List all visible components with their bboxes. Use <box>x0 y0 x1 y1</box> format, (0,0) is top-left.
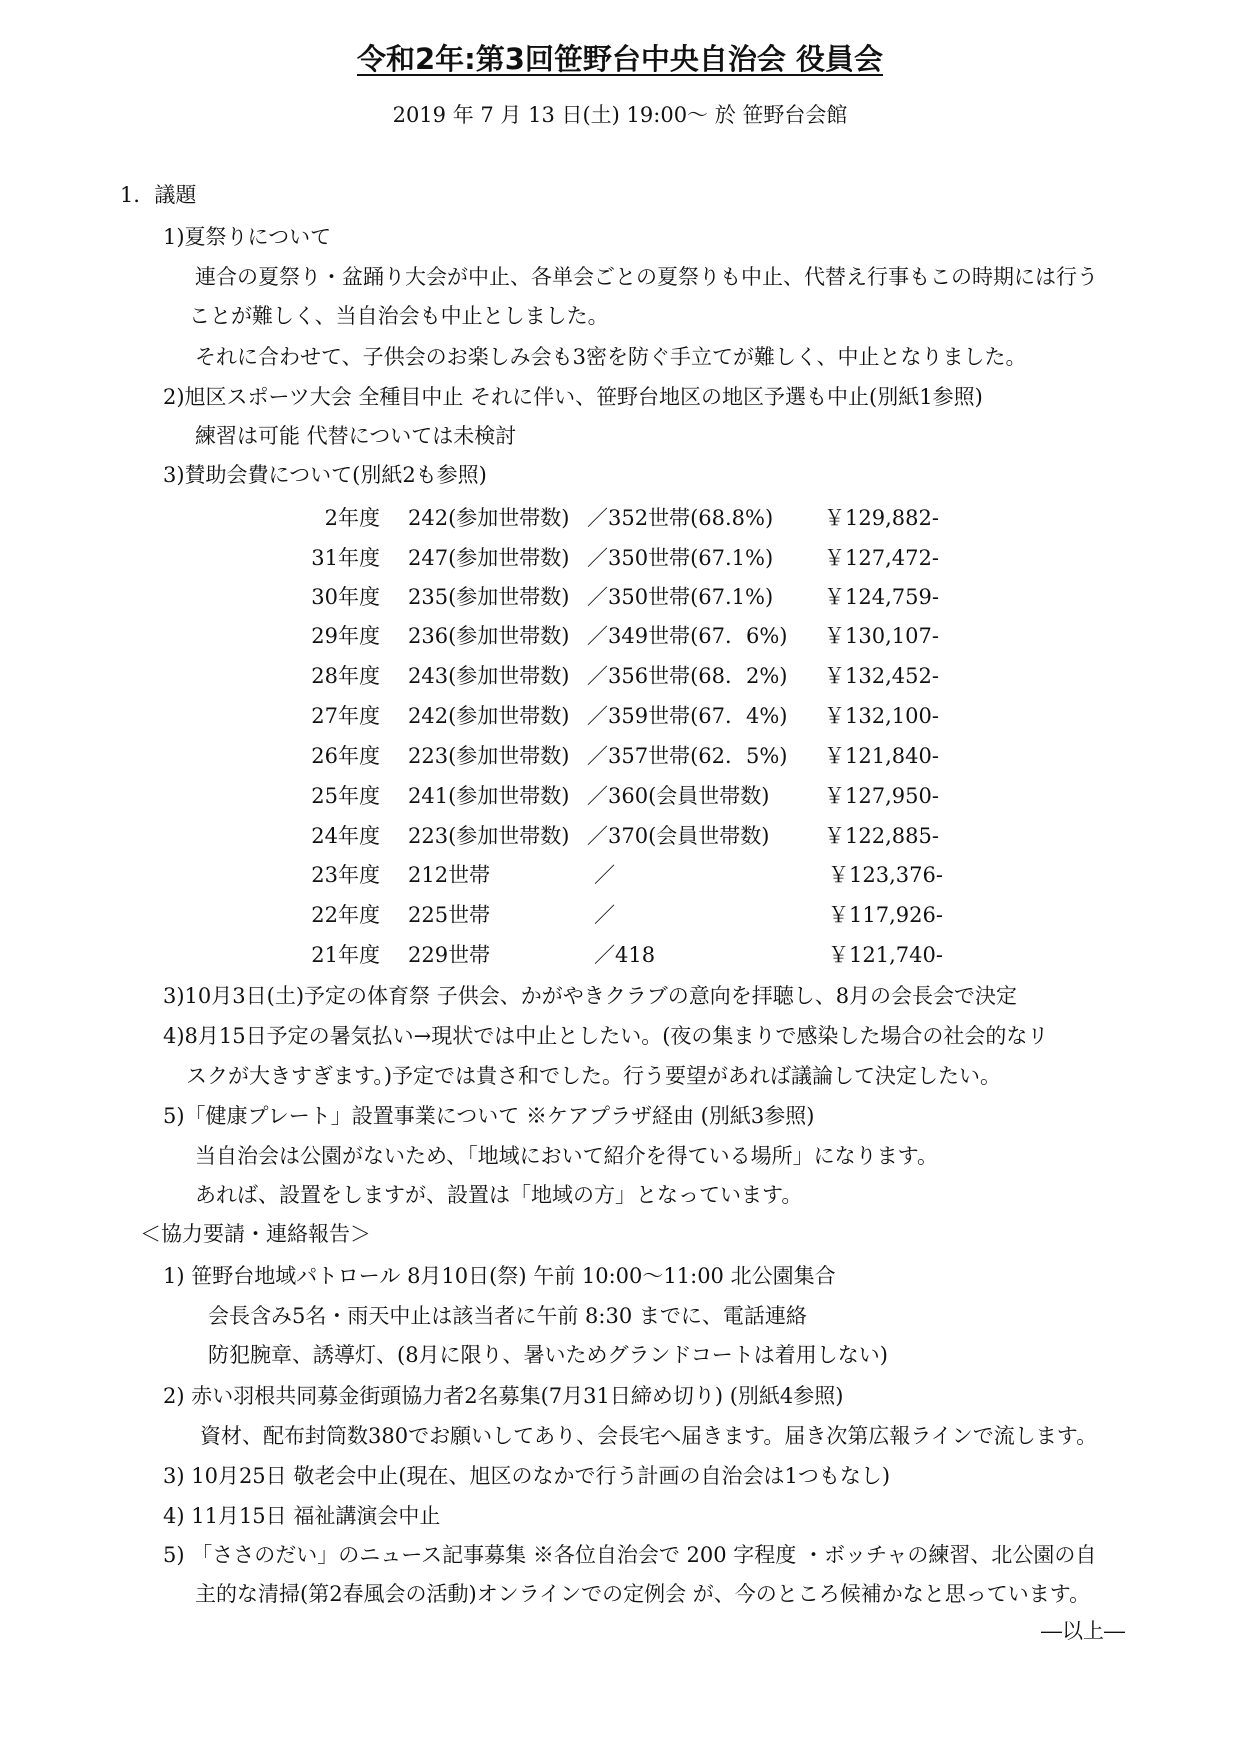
fee-year: 30年度 <box>311 585 380 609</box>
fee-count: 225世帯 <box>408 903 491 927</box>
fee-amount: ￥129,882- <box>824 506 939 530</box>
item1-title: 1)夏祭りについて <box>163 225 332 249</box>
fee-amount: ￥117,926- <box>828 903 943 927</box>
fee-count: 242(参加世帯数) <box>408 506 570 530</box>
item1-line3: それに合わせて、子供会のお楽しみ会も3密を防ぐ手立てが難しく、中止となりました。 <box>195 345 1027 369</box>
fee-year: 22年度 <box>311 903 380 927</box>
request4-title: 4) 11月15日 福祉講演会中止 <box>163 1504 441 1528</box>
request1-line1: 会長含み5名・雨天中止は該当者に午前 8:30 までに、電話連絡 <box>208 1304 807 1328</box>
fee-count: 247(参加世帯数) <box>408 546 570 570</box>
fee-amount: ￥121,740- <box>828 943 943 967</box>
item3-title: 3)賛助会費について(別紙2も参照) <box>163 463 487 487</box>
fee-year: 28年度 <box>311 664 380 688</box>
page-title: 令和2年:第3回笹野台中央自治会 役員会 <box>356 42 884 76</box>
request1-title: 1) 笹野台地域パトロール 8月10日(祭) 午前 10:00～11:00 北公園集合 <box>163 1264 836 1288</box>
fee-count: 212世帯 <box>408 863 491 887</box>
fee-amount: ￥122,885- <box>824 824 939 848</box>
item2-line1: 練習は可能 代替については未検討 <box>195 424 517 448</box>
fee-count: 236(参加世帯数) <box>408 624 570 648</box>
request2-title: 2) 赤い羽根共同募金街頭協力者2名募集(7月31日締め切り) (別紙4参照) <box>163 1384 844 1408</box>
fee-total: ／359世帯(67．4%) <box>587 704 788 728</box>
item1-line1: 連合の夏祭り・盆踊り大会が中止、各単会ごとの夏祭りも中止、代替え行事もこの時期には行う <box>195 265 1098 289</box>
fee-total: ／350世帯(67.1%) <box>587 546 774 570</box>
request1-line2: 防犯腕章、誘導灯、(8月に限り、暑いためグランドコートは着用しない) <box>208 1343 888 1367</box>
closing-mark: ―以上― <box>1041 1619 1125 1643</box>
request5-line1: 5) 「ささのだい」のニュース記事募集 ※各位自治会で 200 字程度 ・ボッチャの練習、北公園の自 <box>163 1543 1097 1567</box>
fee-total: ／ <box>594 903 615 927</box>
fee-total: ／370(会員世帯数) <box>587 824 770 848</box>
fee-year: 31年度 <box>311 546 380 570</box>
item1-line2: ことが難しく、当自治会も中止としました。 <box>189 304 609 328</box>
item5-line1: 当自治会は公園がないため、「地域において紹介を得ている場所」になります。 <box>195 1144 938 1168</box>
item5-line2: あれば、設置をしますが、設置は「地域の方」となっています。 <box>195 1183 803 1207</box>
fee-amount: ￥127,950- <box>824 784 939 808</box>
fee-count: 235(参加世帯数) <box>408 585 570 609</box>
request3-title: 3) 10月25日 敬老会中止(現在、旭区のなかで行う計画の自治会は1つもなし) <box>163 1464 891 1488</box>
fee-count: 241(参加世帯数) <box>408 784 570 808</box>
fee-count: 223(参加世帯数) <box>408 744 570 768</box>
fee-count: 223(参加世帯数) <box>408 824 570 848</box>
fee-amount: ￥130,107- <box>824 624 939 648</box>
fee-amount: ￥123,376- <box>828 863 943 887</box>
fee-year: 25年度 <box>311 784 380 808</box>
item2-title: 2)旭区スポーツ大会 全種目中止 それに伴い、笹野台地区の地区予選も中止(別紙1参照) <box>163 385 983 409</box>
fee-amount: ￥132,100- <box>824 704 939 728</box>
fee-total: ／418 <box>594 943 656 967</box>
fee-total: ／356世帯(68．2%) <box>587 664 788 688</box>
fee-amount: ￥121,840- <box>824 744 939 768</box>
item5-title: 5)「健康プレート」設置事業について ※ケアプラザ経由 (別紙3参照) <box>163 1104 815 1128</box>
agenda-heading: 1．議題 <box>120 183 197 207</box>
fee-year: 24年度 <box>311 824 380 848</box>
fee-year: 26年度 <box>311 744 380 768</box>
requests-heading: ＜協力要請・連絡報告＞ <box>140 1222 371 1246</box>
fee-total: ／349世帯(67．6%) <box>587 624 788 648</box>
fee-count: 243(参加世帯数) <box>408 664 570 688</box>
fee-year: 27年度 <box>311 704 380 728</box>
fee-year: 21年度 <box>311 943 380 967</box>
fee-total: ／350世帯(67.1%) <box>587 585 774 609</box>
fee-total: ／ <box>594 863 615 887</box>
fee-year: 2年度 <box>324 506 380 530</box>
meeting-datetime: 2019 年 7 月 13 日(土) 19:00～ 於 笹野台会館 <box>392 103 848 127</box>
fee-count: 229世帯 <box>408 943 491 967</box>
fee-amount: ￥124,759- <box>824 585 939 609</box>
fee-total: ／352世帯(68.8%) <box>587 506 774 530</box>
fee-amount: ￥127,472- <box>824 546 939 570</box>
fee-year: 29年度 <box>311 624 380 648</box>
fee-count: 242(参加世帯数) <box>408 704 570 728</box>
request2-line1: 資材、配布封筒数380でお願いしてあり、会長宅へ届きます。届き次第広報ラインで流します。 <box>200 1424 1098 1448</box>
request5-line2: 主的な清掃(第2春風会の活動)オンラインでの定例会 が、今のところ候補かなと思っています。 <box>195 1582 1091 1606</box>
fee-total: ／360(会員世帯数) <box>587 784 770 808</box>
fee-total: ／357世帯(62．5%) <box>587 744 788 768</box>
item4-line2: スクが大きすぎます。)予定では貴さ和でした。行う要望があれば議論して決定したい。 <box>186 1064 1002 1088</box>
fee-year: 23年度 <box>311 863 380 887</box>
fee-amount: ￥132,452- <box>824 664 939 688</box>
item3b-title: 3)10月3日(土)予定の体育祭 子供会、かがやきクラブの意向を拝聴し、8月の会長会で決定 <box>163 984 1018 1008</box>
item4-line1: 4)8月15日予定の暑気払い→現状では中止としたい。(夜の集まりで感染した場合の社会的なリ <box>163 1024 1049 1048</box>
